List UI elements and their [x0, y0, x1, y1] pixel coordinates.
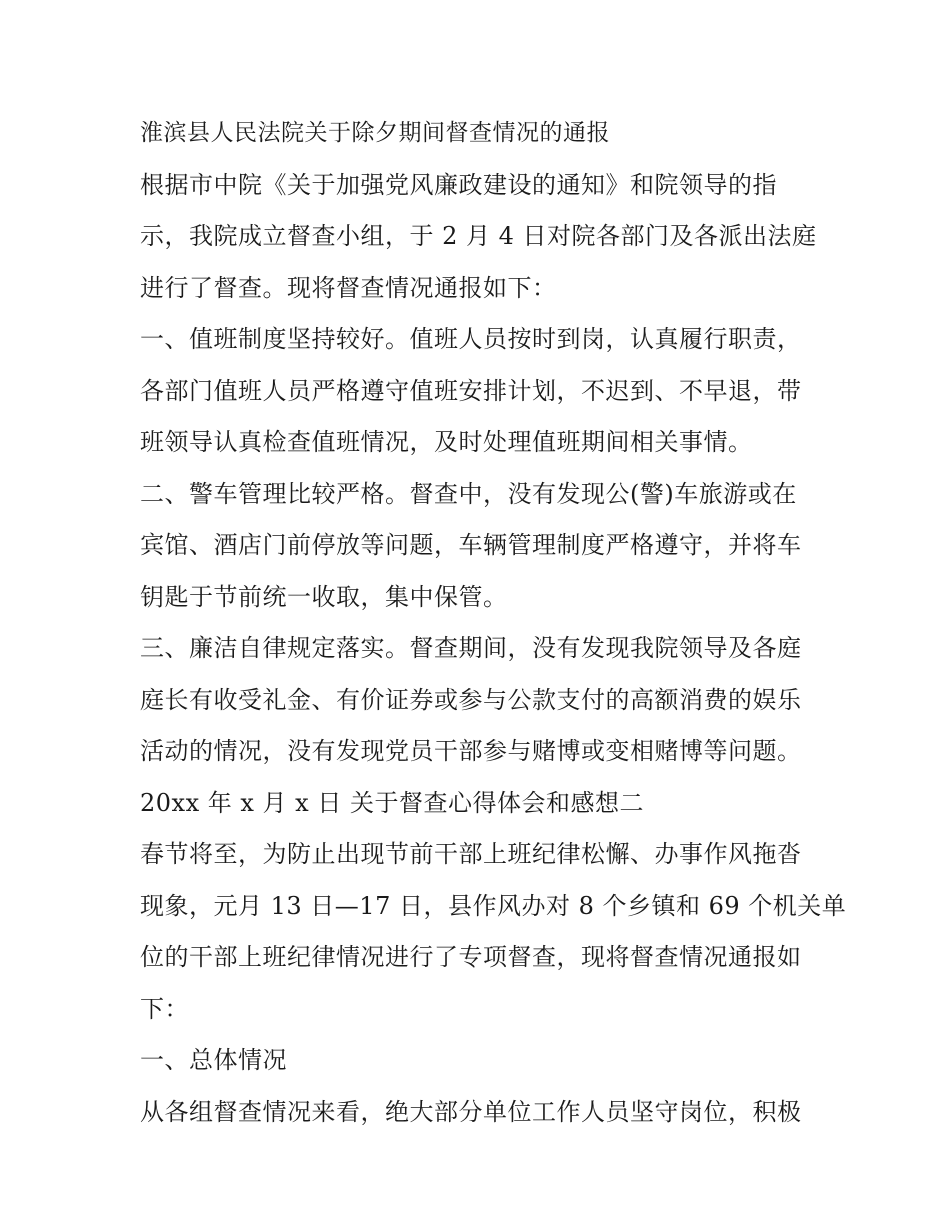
paragraph-line: 二、警车管理比较严格。督查中，没有发现公(警)车旅游或在: [140, 479, 797, 508]
paragraph-line: 示，我院成立督查小组，于 2 月 4 日对院各部门及各派出法庭: [140, 222, 817, 250]
paragraph-line: 现象，元月 13 日—17 日，县作风办对 8 个乡镇和 69 个机关单: [140, 891, 847, 920]
paragraph-line: 活动的情况，没有发现党员干部参与赌博或变相赌博等问题。: [140, 737, 802, 765]
subsection-heading: 一、总体情况: [140, 1046, 287, 1074]
paragraph-line: 进行了督查。现将督查情况通报如下：: [140, 273, 557, 302]
paragraph-line: 钥匙于节前统一收取，集中保管。: [140, 582, 508, 611]
paragraph-line: 根据市中院《关于加强党风廉政建设的通知》和院领导的指: [140, 170, 777, 199]
paragraph-line: 三、廉洁自律规定落实。督查期间，没有发现我院领导及各庭: [140, 634, 802, 662]
paragraph-line: 从各组督查情况来看，绝大部分单位工作人员坚守岗位，积极: [140, 1097, 802, 1126]
paragraph-line: 位的干部上班纪律情况进行了专项督查，现将督查情况通报如: [140, 943, 802, 971]
paragraph-line: 一、值班制度坚持较好。值班人员按时到岗，认真履行职责，: [140, 325, 802, 353]
paragraph-line: 春节将至，为防止出现节前干部上班纪律松懈、办事作风拖沓: [140, 840, 802, 868]
section-heading: 20xx 年 x 月 x 日 关于督查心得体会和感想二: [140, 788, 644, 817]
paragraph-line: 班领导认真检查值班情况，及时处理值班期间相关事情。: [140, 428, 753, 456]
paragraph-line: 宾馆、酒店门前停放等问题，车辆管理制度严格遵守，并将车: [140, 531, 802, 559]
paragraph-line: 庭长有收受礼金、有价证券或参与公款支付的高额消费的娱乐: [140, 685, 802, 714]
document-title: 淮滨县人民法院关于除夕期间督查情况的通报: [140, 120, 610, 146]
paragraph-line: 下：: [140, 994, 189, 1023]
document-body: [140, 108, 847, 1138]
paragraph-line: 各部门值班人员严格遵守值班安排计划，不迟到、不早退，带: [140, 376, 802, 405]
